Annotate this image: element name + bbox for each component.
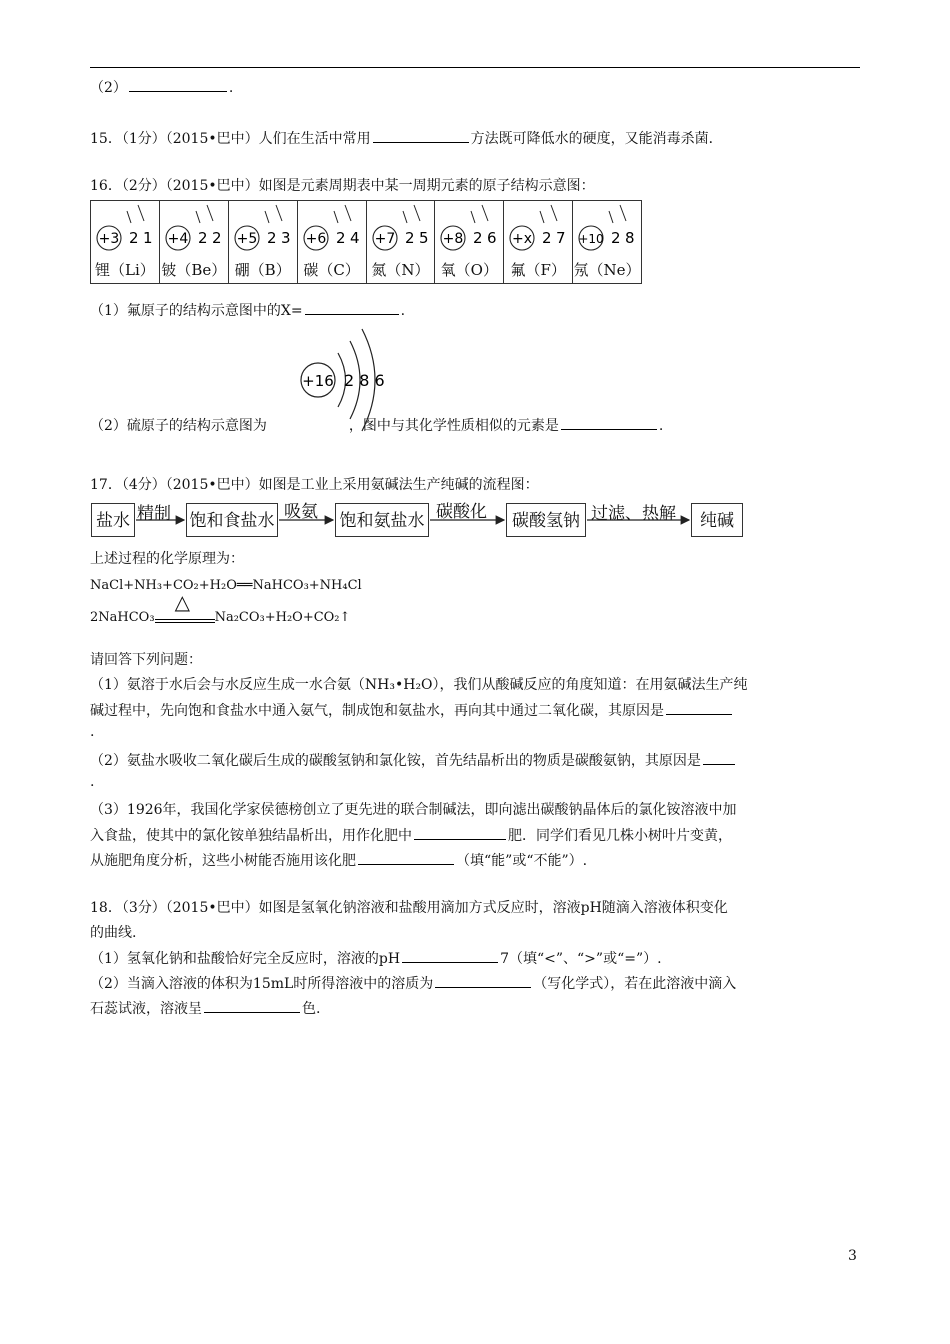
answer-blank[interactable]	[703, 750, 735, 765]
heat-triangle-icon: △	[174, 589, 190, 614]
q17-part3-a: （3）1926年，我国化学家侯德榜创立了更先进的联合制碱法，即向滤出碳酸钠晶体后的氯化铵溶液中加	[90, 802, 737, 818]
nucleus-charge: +8	[443, 231, 464, 247]
shell-1-electrons: 2	[404, 229, 415, 247]
nucleus-charge: +3	[98, 231, 120, 247]
answer-blank[interactable]	[358, 850, 454, 865]
q17-part2-a	[90, 750, 737, 771]
answer-blank[interactable]	[435, 973, 531, 988]
shell-2-electrons: 1	[143, 229, 153, 247]
shell-1-electrons: 2	[266, 229, 277, 247]
element-label: 氧（O）	[440, 261, 498, 279]
q18-part2	[90, 973, 736, 994]
q18-part1-b: 7（填“<”、“>”或“=”）.	[500, 951, 662, 967]
flow-label-carbonation: 碳酸化	[436, 502, 487, 522]
flow-box-soda-ash: 纯碱	[691, 503, 743, 537]
q16-part2-mid: ，图中与其化学性质相似的元素是	[348, 418, 559, 434]
nucleus-charge: +6	[305, 231, 326, 247]
q16-part1-dot: .	[400, 303, 406, 319]
q15-tail: 方法既可降低水的硬度，又能消毒杀菌．	[470, 131, 723, 147]
q17-part3-c1: 从施肥角度分析，这些小树能否施用该化肥	[90, 853, 356, 869]
q17-part3-c2: （填“能”或“不能”）.	[456, 853, 588, 869]
eq2-left: 2NaHCO₃	[90, 610, 155, 625]
element-label: 碳（C）	[303, 261, 360, 279]
shell-2-electrons: 5	[418, 229, 429, 247]
shell-2-electrons: 8	[625, 229, 635, 247]
q17-ask: 请回答下列问题：	[90, 652, 202, 668]
q17-part3-c	[90, 850, 587, 871]
shell-1-electrons: 2	[335, 229, 346, 247]
nucleus-charge: +4	[167, 231, 189, 247]
question-18-a: 18．（3分）（2015•巴中）如图是氢氧化钠溶液和盐酸用滴加方式反应时，溶液pH随滴入溶液体积变化	[90, 900, 728, 916]
element-label: 锂（Li）	[95, 261, 155, 279]
shell-2-electrons: 4	[349, 229, 360, 247]
shell-1-electrons: 2	[129, 229, 139, 247]
element-label: 铍（Be）	[161, 261, 227, 279]
shell-2-electrons: 7	[556, 229, 566, 247]
element-label: 氖（Ne）	[573, 261, 641, 279]
nucleus-charge: +10	[578, 232, 604, 246]
q16-part2-text: （2）硫原子的结构示意图为	[90, 418, 267, 434]
shell-1-electrons: 2	[473, 229, 483, 247]
q17-part2-a-text: （2）氨盐水吸收二氧化碳后生成的碳酸氢钠和氯化铵，首先结晶析出的物质是碳酸氨钠，其原因是	[90, 753, 701, 769]
q17-part3-b	[90, 825, 732, 846]
sulfur-nucleus-label: +16	[302, 372, 334, 390]
q16-part1-text: （1）氟原子的结构示意图中的X=	[90, 303, 303, 319]
answer-blank[interactable]	[414, 825, 506, 840]
q18-part2-c1: 石蕊试液，溶液呈	[90, 1001, 202, 1017]
question-16: 16．（2分）（2015•巴中）如图是元素周期表中某一周期元素的原子结构示意图：	[90, 178, 595, 194]
q17-principle: 上述过程的化学原理为：	[90, 551, 244, 567]
nucleus-charge: +x	[512, 231, 533, 247]
q18-part1	[90, 948, 662, 969]
q18-part1-a: （1）氢氧化钠和盐酸恰好完全反应时，溶液的pH	[90, 951, 401, 967]
element-label: 氟（F）	[510, 261, 566, 279]
element-label: 硼（B）	[234, 261, 291, 279]
answer-blank[interactable]	[666, 700, 732, 715]
answer-blank[interactable]	[402, 948, 498, 963]
flow-arrows	[0, 0, 950, 560]
element-label: 氮（N）	[371, 261, 430, 279]
flow-label-filter-heat: 过滤、热解	[591, 504, 676, 524]
shell-2-electrons: 6	[487, 229, 497, 247]
flow-box-ammoniated-brine: 饱和氨盐水	[335, 503, 429, 537]
q18-part2-a: （2）当滴入溶液的体积为15mL时所得溶液中的溶质为	[90, 976, 434, 992]
q17-part3-b2: 肥．同学们看见几株小树叶片变黄，	[508, 828, 732, 844]
q17-part1-a: （1）氨溶于水后会与水反应生成一水合氨（NH₃•H₂O），我们从酸碱反应的角度知道：在用氨碱法生产纯	[90, 677, 748, 693]
q15-text: 15．（1分）（2015•巴中）人们在生活中常用	[90, 131, 371, 147]
q17-part1-b-text: 碱过程中，先向饱和食盐水中通入氨气，制成饱和氨盐水，再向其中通过二氧化碳，其原因是	[90, 703, 664, 719]
question-18-b: 的曲线.	[90, 925, 137, 941]
equation-2	[90, 589, 351, 638]
shell-1-electrons: 2	[197, 229, 208, 247]
nucleus-charge: +5	[236, 231, 258, 247]
nucleus-charge: +7	[374, 231, 395, 247]
shell-1-electrons: 2	[611, 229, 621, 247]
q16-part2-dot: .	[658, 418, 664, 434]
shell-1-electrons: 2	[542, 229, 552, 247]
answer-blank[interactable]	[204, 998, 300, 1013]
q17-part1-b	[90, 700, 734, 721]
flow-box-saturated-brine: 饱和食盐水	[186, 503, 278, 537]
q17-part2-b: .	[90, 774, 95, 790]
q14-part2-num: （2）	[90, 80, 127, 96]
q17-part1-c: .	[90, 724, 95, 740]
flow-label-absorb-ammonia: 吸氨	[284, 502, 318, 522]
sulfur-shell-electrons: 2 8 6	[344, 371, 385, 390]
q17-part3-b1: 入食盐，使其中的氯化铵单独结晶析出，用作化肥中	[90, 828, 412, 844]
q18-part2-c2: 色.	[302, 1001, 321, 1017]
question-17: 17．（4分）（2015•巴中）如图是工业上采用氨碱法生产纯碱的流程图：	[90, 477, 539, 493]
q14-part2-dot: .	[228, 80, 234, 96]
page-number: 3	[848, 1248, 857, 1264]
shell-2-electrons: 2	[211, 229, 222, 247]
flow-box-sodium-bicarbonate: 碳酸氢钠	[506, 503, 586, 537]
shell-2-electrons: 3	[280, 229, 291, 247]
flow-box-brine: 盐水	[91, 503, 135, 537]
eq2-condition	[155, 589, 215, 628]
eq2-right: Na₂CO₃+H₂O+CO₂↑	[214, 610, 351, 625]
equation-1: NaCl+NH₃+CO₂+H₂O══NaHCO₃+NH₄Cl	[90, 578, 362, 593]
q18-part2-c	[90, 998, 320, 1019]
flow-label-refine: 精制	[137, 504, 171, 524]
q18-part2-b: （写化学式），若在此溶液中滴入	[533, 976, 737, 992]
